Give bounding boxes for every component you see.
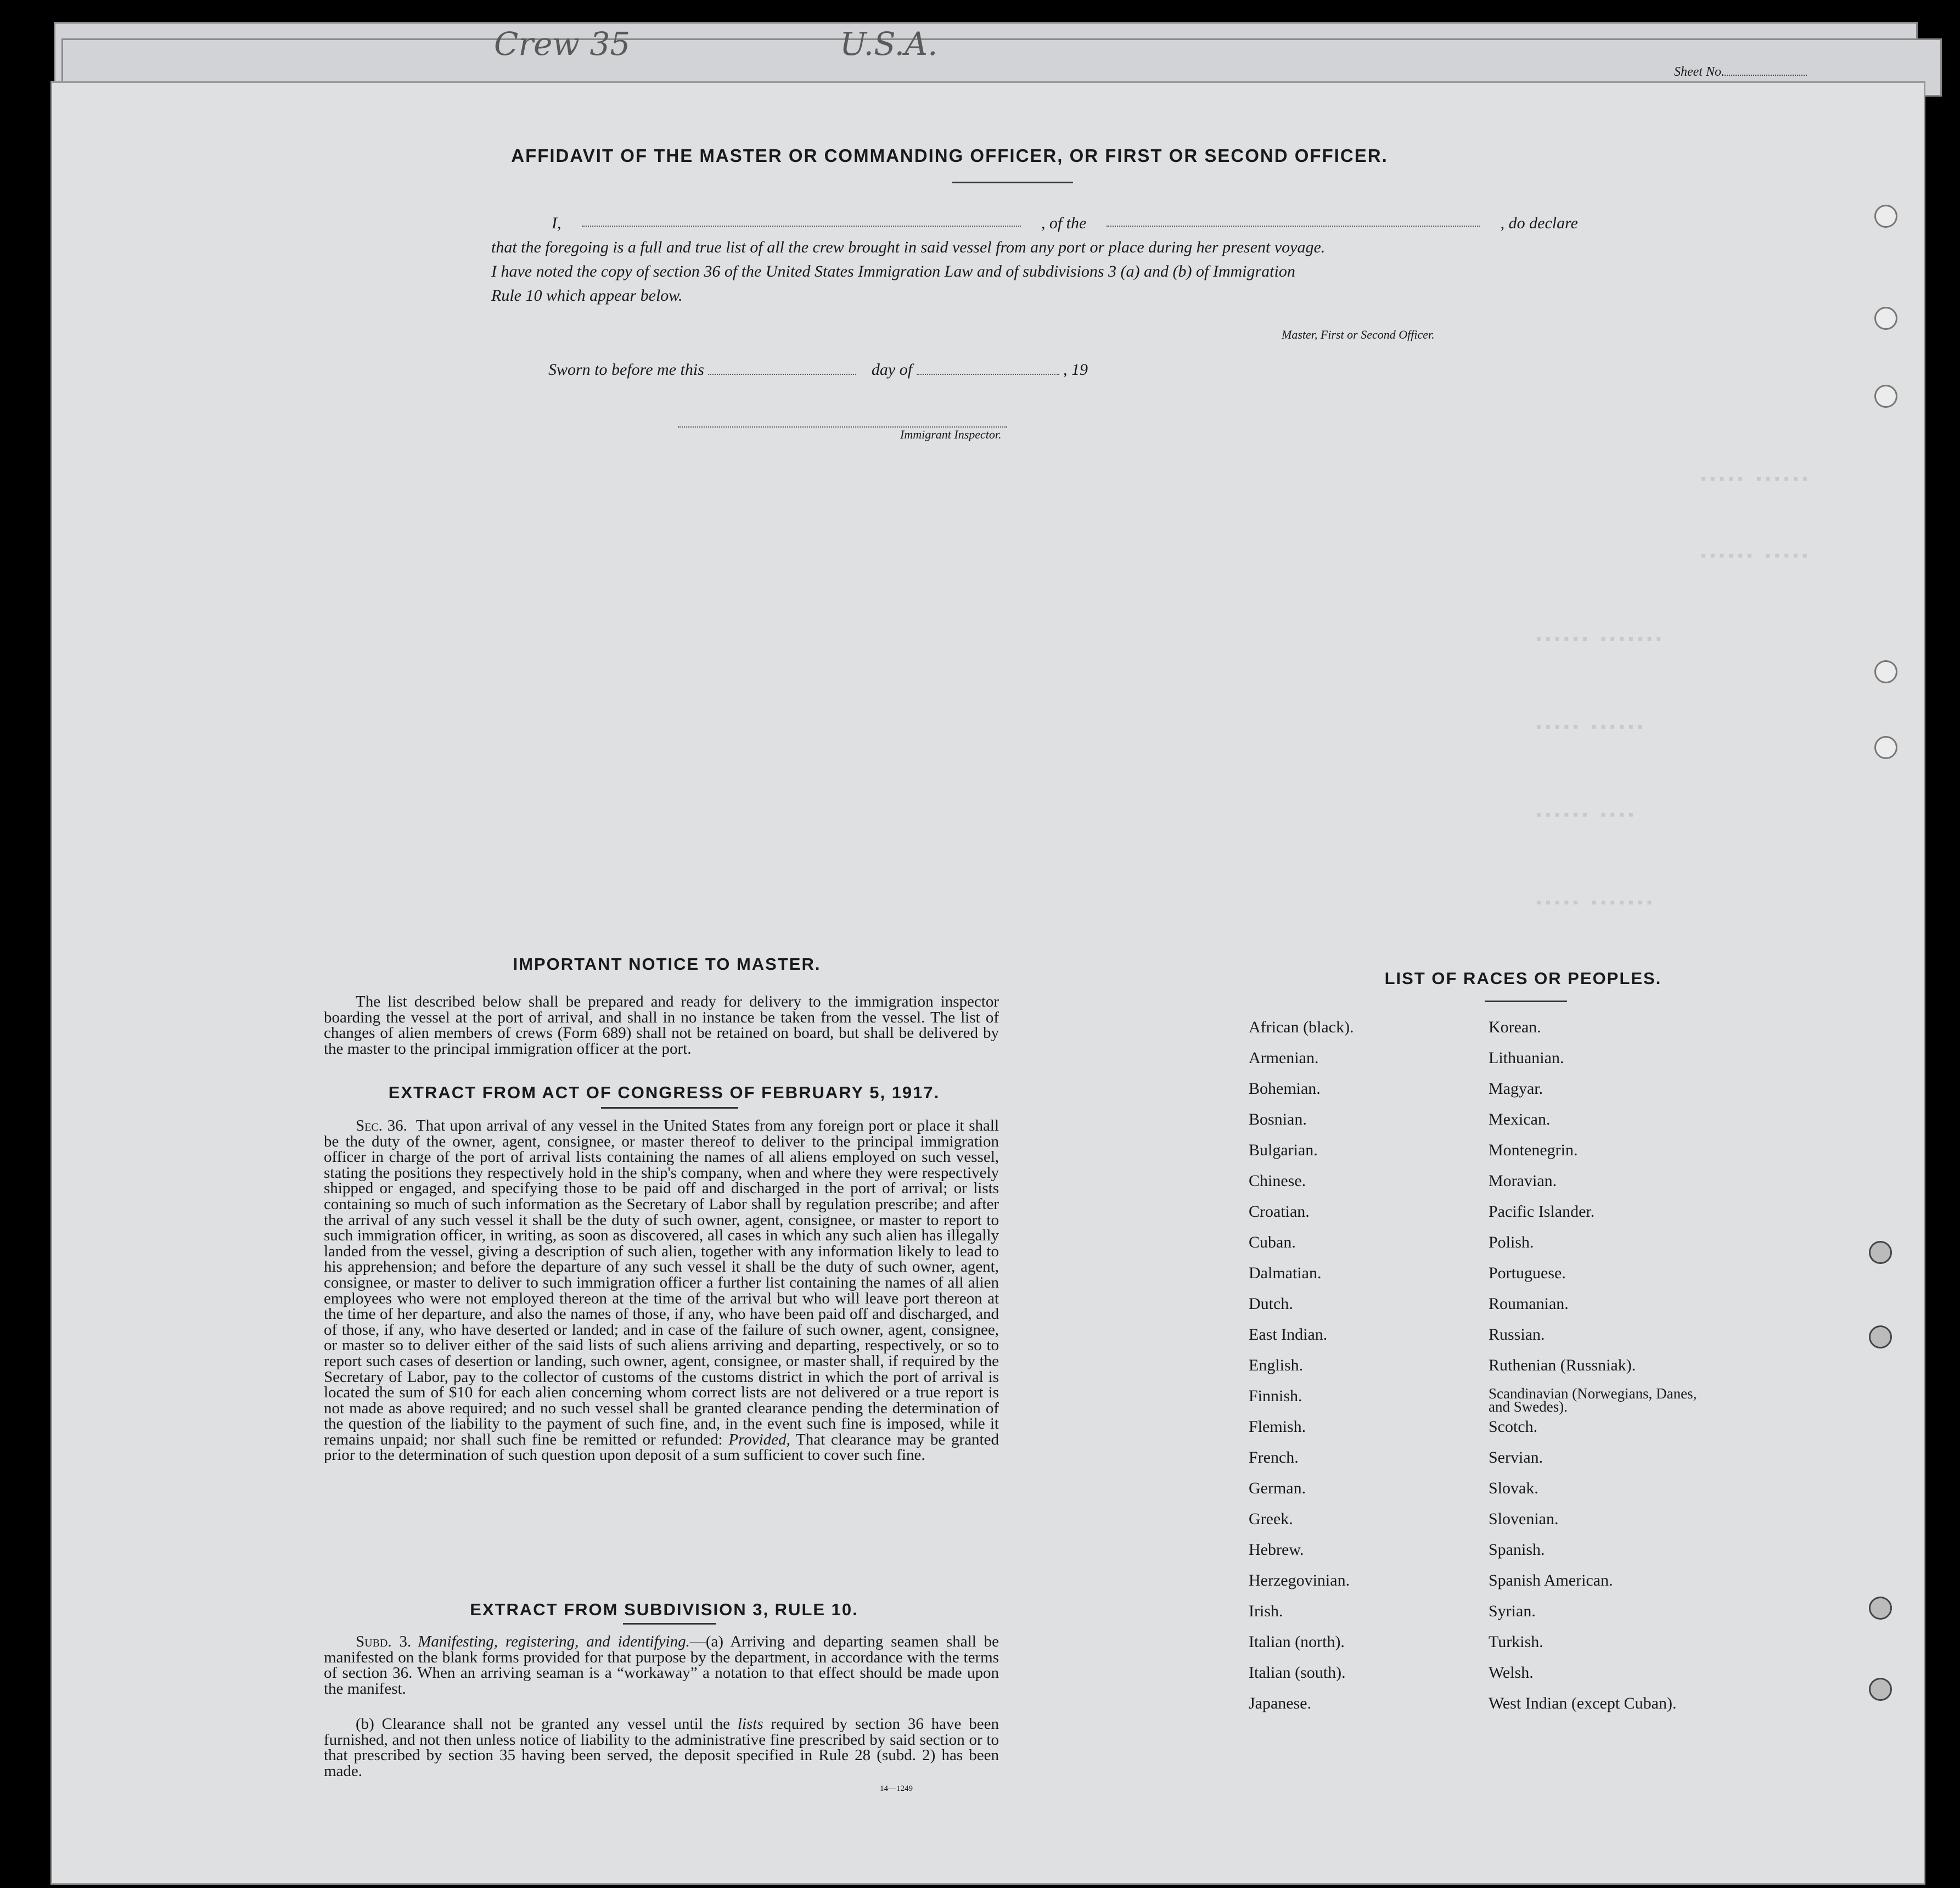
sworn-prefix: Sworn to before me this — [548, 361, 704, 379]
race-item: Lithuanian. — [1489, 1049, 1564, 1067]
rule-extract-title: EXTRACT FROM SUBDIVISION 3, RULE 10. — [470, 1600, 858, 1619]
races-row — [1249, 1541, 1708, 1571]
affidavit-line-1 — [491, 211, 1578, 235]
notice-text: The list described below shall be prepared and ready for delivery to the immigration inspector boarding the vessel at the port of arrival, and shall in no instance be taken from the vessel. The list of changes of alien members of crews (Form 689) shall not be retained on board, but shall be delivered by the master to the principal immigration officer at the port. — [324, 993, 999, 1058]
race-item: Hebrew. — [1249, 1541, 1304, 1559]
races-row — [1249, 1264, 1708, 1295]
race-item: Mexican. — [1489, 1110, 1551, 1128]
races-row — [1249, 1602, 1708, 1633]
sworn-day-field[interactable] — [708, 359, 856, 375]
race-item: East Indian. — [1249, 1325, 1328, 1344]
race-item: Scotch. — [1489, 1418, 1538, 1436]
races-row — [1249, 1080, 1708, 1110]
race-item: French. — [1249, 1448, 1299, 1466]
affidavit-title: AFFIDAVIT OF THE MASTER OR COMMANDING OFFICER, OR FIRST OR SECOND OFFICER. — [511, 145, 1388, 166]
race-item: Scandinavian (Norwegians, Danes, and Swedes). — [1489, 1385, 1697, 1415]
act-extract-divider — [601, 1107, 738, 1109]
affidavit-declare: , do declare — [1500, 214, 1578, 232]
affidavit-line-4: Rule 10 which appear below. — [491, 286, 683, 305]
races-row — [1249, 1203, 1708, 1233]
sheet-number-label: Sheet No. — [1674, 65, 1725, 79]
bleed-through-text: ▪▪▪▪▪ ▪▪▪▪▪▪▪ — [1534, 895, 1654, 912]
punch-hole — [1874, 307, 1897, 330]
race-item: Pacific Islander. — [1489, 1203, 1595, 1221]
race-item: Bulgarian. — [1249, 1141, 1318, 1159]
sworn-month-field[interactable] — [917, 359, 1059, 375]
affidavit-line-3: I have noted the copy of section 36 of the United States Immigration Law and of subdivisions 3 (a) and (b) of Immigration — [491, 262, 1295, 280]
race-item: Greek. — [1249, 1510, 1293, 1528]
races-row — [1249, 1510, 1708, 1541]
race-item: Italian (north). — [1249, 1633, 1345, 1651]
section-36-text-end: That clearance may be granted prior to the determination of such question upon deposit of a sum sufficient to cover such fine. — [324, 1430, 999, 1464]
affidavit-of-the: , of the — [1041, 214, 1087, 232]
inspector-signature-field[interactable] — [678, 412, 1007, 428]
race-item: Russian. — [1489, 1325, 1545, 1344]
paragraph-b-lists: lists — [737, 1715, 763, 1733]
provided-word: Provided, — [728, 1430, 790, 1448]
races-row — [1249, 1664, 1708, 1694]
punch-hole — [1869, 1241, 1892, 1264]
race-item: Flemish. — [1249, 1418, 1306, 1436]
races-row — [1249, 1018, 1708, 1049]
affidavit-i: I, — [552, 214, 561, 232]
race-item: Slovenian. — [1489, 1510, 1559, 1528]
races-row — [1249, 1233, 1708, 1264]
race-item: West Indian (except Cuban). — [1489, 1694, 1677, 1712]
manifest-page — [50, 81, 1925, 1885]
form-code: 14—1249 — [880, 1784, 913, 1793]
sworn-line — [548, 359, 1088, 379]
bleed-through-text: ▪▪▪▪▪▪ ▪▪▪▪ — [1534, 807, 1636, 824]
races-row — [1249, 1172, 1708, 1203]
act-extract-title: EXTRACT FROM ACT OF CONGRESS OF FEBRUARY 5, 1917. — [388, 1083, 940, 1102]
paragraph-a-text: —(a) Arriving and departing seamen shall be manifested on the blank forms provided for that purpose by the department, in accordance with the terms of section 36. When an arriving seaman is a “workaway” a notation to that effect should be made upon the manifest. — [324, 1633, 999, 1698]
punch-hole — [1869, 1597, 1892, 1620]
race-item: Ruthenian (Russniak). — [1489, 1356, 1636, 1374]
act-extract-text — [324, 1118, 999, 1463]
race-item: English. — [1249, 1356, 1304, 1374]
sworn-year: , 19 — [1063, 361, 1088, 379]
race-item: Spanish. — [1489, 1541, 1545, 1559]
races-row — [1249, 1418, 1708, 1448]
race-item: Dalmatian. — [1249, 1264, 1322, 1282]
race-item: Croatian. — [1249, 1203, 1310, 1221]
punch-hole — [1869, 1325, 1892, 1348]
races-row — [1249, 1325, 1708, 1356]
affidavit-body — [491, 211, 1578, 308]
race-item: Montenegrin. — [1489, 1141, 1578, 1159]
races-row — [1249, 1448, 1708, 1479]
bleed-through-text: ▪▪▪▪▪▪ ▪▪▪▪▪ — [1699, 548, 1810, 565]
races-row — [1249, 1110, 1708, 1141]
race-item: Moravian. — [1489, 1172, 1557, 1190]
subdivision-label: Subd. 3. — [356, 1633, 412, 1650]
rule-extract-divider — [623, 1623, 716, 1625]
races-row — [1249, 1356, 1708, 1387]
races-row — [1249, 1571, 1708, 1602]
section-36-text: That upon arrival of any vessel in the United States from any foreign port or place it shall be the duty of the owner, agent, consignee, or master thereof to deliver to the principal immigration officer in charge of the port of arrival lists containing the names of all aliens employed on such vessel, stating the positions they respectively hold in the ship's company, when and where they were respectively shipped or engaged, and specifying those to be paid off and discharged in the port of arrival; or lists containing so much of such information as the Secretary of Labor shall by regulation prescribe; and after the arrival of any such vessel it shall be the duty of such owner, agent, consignee, or master to report to such immigration officer, in writing, as soon as discovered, all cases in which any such alien has illegally landed from the vessel, giving a description of such alien, together with any information likely to lead to his apprehension; and before the departure of any such vessel it shall be the duty of such owner, agent, consignee, or master to deliver to such immigration officer a further list containing the names of all alien employees who were not employed thereon at the time of the arrival but who will leave port thereon at the time of her departure, and also the names of those, if any, who have been paid off and discharged, and of those, if any, who have deserted or landed; and in case of the failure of such owner, agent, consignee, or master so to deliver either of the said lists of such aliens arriving and departing, respectively, or so to report such cases of desertion or landing, such owner, agent, consignee, or master shall, if required by the Secretary of Labor, pay to the collector of customs of the customs district in which the port of arrival is located the sum of $10 for each alien concerning whom correct lists are not delivered or a true report is not made as above required; and no such vessel shall be granted clearance pending the determination of the question of the liability to the payment of such fine, and, in the event such fine is imposed, while it remains unpaid; nor shall such fine be remitted or refunded: — [324, 1117, 999, 1448]
master-signature-label: Master, First or Second Officer. — [1282, 328, 1435, 341]
handwritten-crew-note: Crew 35 — [494, 25, 631, 63]
affidavit-line-2: that the foregoing is a full and true list of all the crew brought in said vessel from any port or place during her present voyage. — [491, 238, 1326, 256]
races-row — [1249, 1479, 1708, 1510]
rule-extract-para-b — [324, 1716, 999, 1779]
races-title: LIST OF RACES OR PEOPLES. — [1384, 969, 1662, 988]
bleed-through-text: ▪▪▪▪▪▪ ▪▪▪▪▪▪▪ — [1534, 632, 1664, 649]
bleed-through-text: ▪▪▪▪▪ ▪▪▪▪▪▪ — [1699, 471, 1810, 488]
race-item: Turkish. — [1489, 1633, 1543, 1651]
race-item: Polish. — [1489, 1233, 1534, 1251]
punch-hole — [1869, 1678, 1892, 1701]
sworn-day-of: day of — [871, 361, 913, 379]
race-item: Slovak. — [1489, 1479, 1538, 1497]
race-item: Portuguese. — [1489, 1264, 1566, 1282]
races-row — [1249, 1049, 1708, 1080]
race-item: Japanese. — [1249, 1694, 1312, 1712]
affidavit-divider — [952, 182, 1073, 183]
races-row — [1249, 1387, 1708, 1418]
race-item: Roumanian. — [1489, 1295, 1569, 1313]
punch-hole — [1874, 205, 1897, 228]
race-item: Bosnian. — [1249, 1110, 1307, 1128]
race-item: Herzegovinian. — [1249, 1571, 1350, 1589]
handwritten-country-note: U.S.A. — [840, 25, 938, 63]
notice-title: IMPORTANT NOTICE TO MASTER. — [513, 954, 821, 974]
sheet-number-field[interactable] — [1725, 75, 1807, 76]
section-label: Sec. 36. — [356, 1117, 407, 1134]
rule-extract-para-a — [324, 1634, 999, 1696]
race-item: Korean. — [1489, 1018, 1541, 1036]
declarant-name-field[interactable] — [582, 211, 1021, 227]
punch-hole — [1874, 660, 1897, 683]
race-item: Dutch. — [1249, 1295, 1293, 1313]
race-item: German. — [1249, 1479, 1306, 1497]
races-table — [1249, 1018, 1708, 1725]
race-item: Chinese. — [1249, 1172, 1306, 1190]
paragraph-b-start: (b) Clearance shall not be granted any vessel until the — [356, 1715, 730, 1733]
race-item: Armenian. — [1249, 1049, 1319, 1067]
race-item: Cuban. — [1249, 1233, 1296, 1251]
paragraph-b-end: required by section 36 have been furnished, and not then unless notice of liability to the administrative fine prescribed by said section or to that prescribed by section 35 having been served, the deposit specified in Rule 28 (subd. 2) has been made. — [324, 1715, 999, 1780]
race-item: Servian. — [1489, 1448, 1543, 1466]
race-item: African (black). — [1249, 1018, 1354, 1036]
race-item: Syrian. — [1489, 1602, 1536, 1620]
inspector-label: Immigrant Inspector. — [900, 428, 1002, 441]
races-row — [1249, 1633, 1708, 1664]
race-item: Spanish American. — [1489, 1571, 1613, 1589]
race-item: Magyar. — [1489, 1080, 1543, 1098]
races-row — [1249, 1295, 1708, 1325]
subdivision-heading: Manifesting, registering, and identifying. — [418, 1633, 690, 1650]
races-row — [1249, 1694, 1708, 1725]
race-item: Finnish. — [1249, 1387, 1302, 1405]
races-divider — [1485, 1001, 1567, 1002]
races-row — [1249, 1141, 1708, 1172]
punch-hole — [1874, 385, 1897, 408]
bleed-through-text: ▪▪▪▪▪ ▪▪▪▪▪▪ — [1534, 720, 1645, 737]
race-item: Welsh. — [1489, 1664, 1534, 1682]
race-item: Irish. — [1249, 1602, 1283, 1620]
punch-hole — [1874, 736, 1897, 759]
race-item: Bohemian. — [1249, 1080, 1321, 1098]
sheet-number — [1674, 65, 1807, 80]
race-item: Italian (south). — [1249, 1664, 1346, 1682]
vessel-name-field[interactable] — [1107, 211, 1480, 227]
